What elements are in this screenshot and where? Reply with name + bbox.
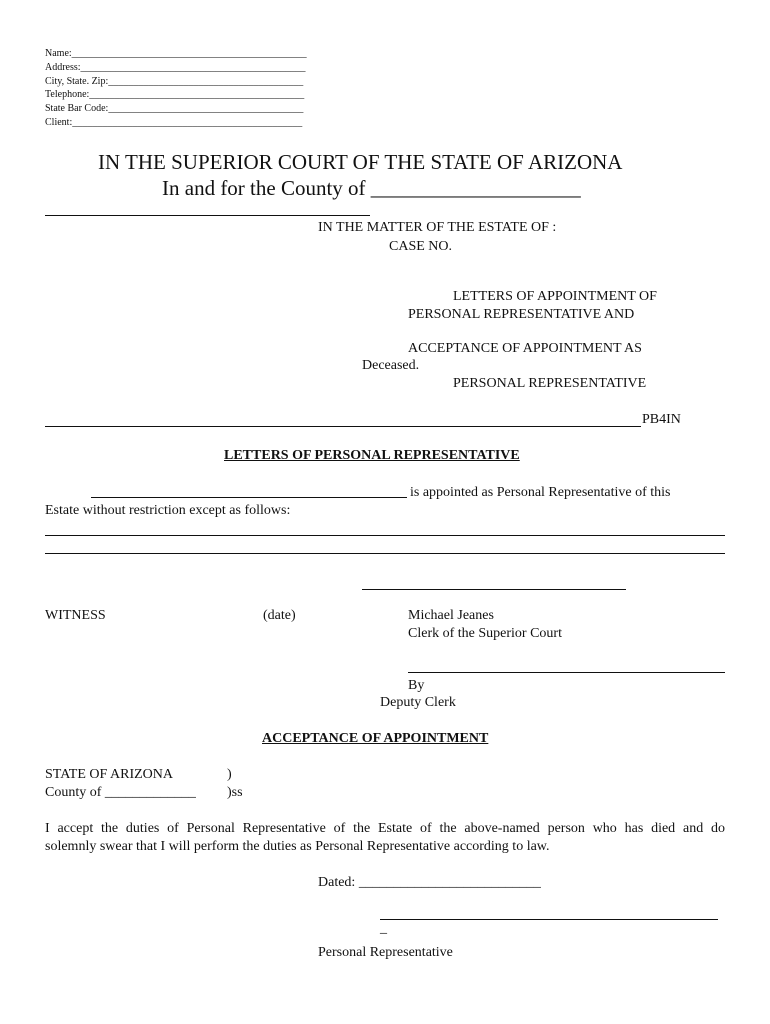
matter-of-estate: IN THE MATTER OF THE ESTATE OF :	[318, 220, 557, 235]
court-county: In and for the County of ____________________	[162, 176, 581, 200]
acceptance-title-line-1: ACCEPTANCE OF APPOINTMENT AS	[408, 341, 642, 356]
state-of-arizona: STATE OF ARIZONA	[45, 767, 173, 782]
letters-title-line-2: PERSONAL REPRESENTATIVE AND	[408, 307, 635, 322]
clerk-name: Michael Jeanes	[408, 608, 494, 623]
appointee-name-line	[91, 497, 407, 498]
dated-field: Dated: __________________________	[318, 875, 541, 890]
seal-line	[362, 589, 626, 590]
restriction-line-2	[45, 553, 725, 554]
letters-title-line-1: LETTERS OF APPOINTMENT OF	[453, 289, 657, 304]
acceptance-heading: ACCEPTANCE OF APPOINTMENT	[262, 731, 489, 746]
attorney-city-field: City, State. Zip:_______________________________________	[45, 76, 304, 87]
signature-underscore: _	[380, 921, 387, 936]
venue-paren: )	[227, 767, 232, 782]
attorney-bar-code-field: State Bar Code:_______________________________________	[45, 103, 304, 114]
estate-restriction-text: Estate without restriction except as follows:	[45, 503, 291, 518]
attorney-telephone-field: Telephone:___________________________________________	[45, 89, 305, 100]
deputy-signature-line	[408, 672, 725, 673]
date-label: (date)	[263, 608, 296, 623]
attorney-address-field: Address:_____________________________________________	[45, 62, 306, 73]
ss-label: )ss	[227, 785, 243, 800]
county-of-field: County of _____________	[45, 785, 196, 800]
form-code: PB4IN	[642, 412, 681, 427]
by-label: By	[408, 678, 425, 693]
acceptance-statement-line-2: solemnly swear that I will perform the duties as Personal Representative according to law.	[45, 839, 550, 854]
deceased-label: Deceased.	[362, 358, 420, 373]
restriction-line-1	[45, 535, 725, 536]
case-number-label: CASE NO.	[389, 239, 453, 254]
personal-representative-label: Personal Representative	[318, 945, 453, 960]
clerk-title: Clerk of the Superior Court	[408, 626, 562, 641]
court-title: IN THE SUPERIOR COURT OF THE STATE OF ARIZONA	[98, 150, 623, 174]
deputy-clerk-label: Deputy Clerk	[380, 695, 456, 710]
representative-signature-line	[380, 919, 718, 920]
letters-heading: LETTERS OF PERSONAL REPRESENTATIVE	[224, 448, 520, 463]
caption-line	[45, 215, 370, 216]
attorney-name-field: Name:_______________________________________________	[45, 48, 307, 59]
appointed-text: is appointed as Personal Representative of this	[410, 485, 671, 500]
acceptance-title-line-2: PERSONAL REPRESENTATIVE	[453, 376, 647, 391]
attorney-client-field: Client:______________________________________________	[45, 117, 303, 128]
acceptance-statement-line-1: I accept the duties of Personal Representative of the Estate of the above-named person who has died and do	[45, 821, 725, 836]
caption-bottom-line	[45, 426, 641, 427]
witness-label: WITNESS	[45, 608, 106, 623]
